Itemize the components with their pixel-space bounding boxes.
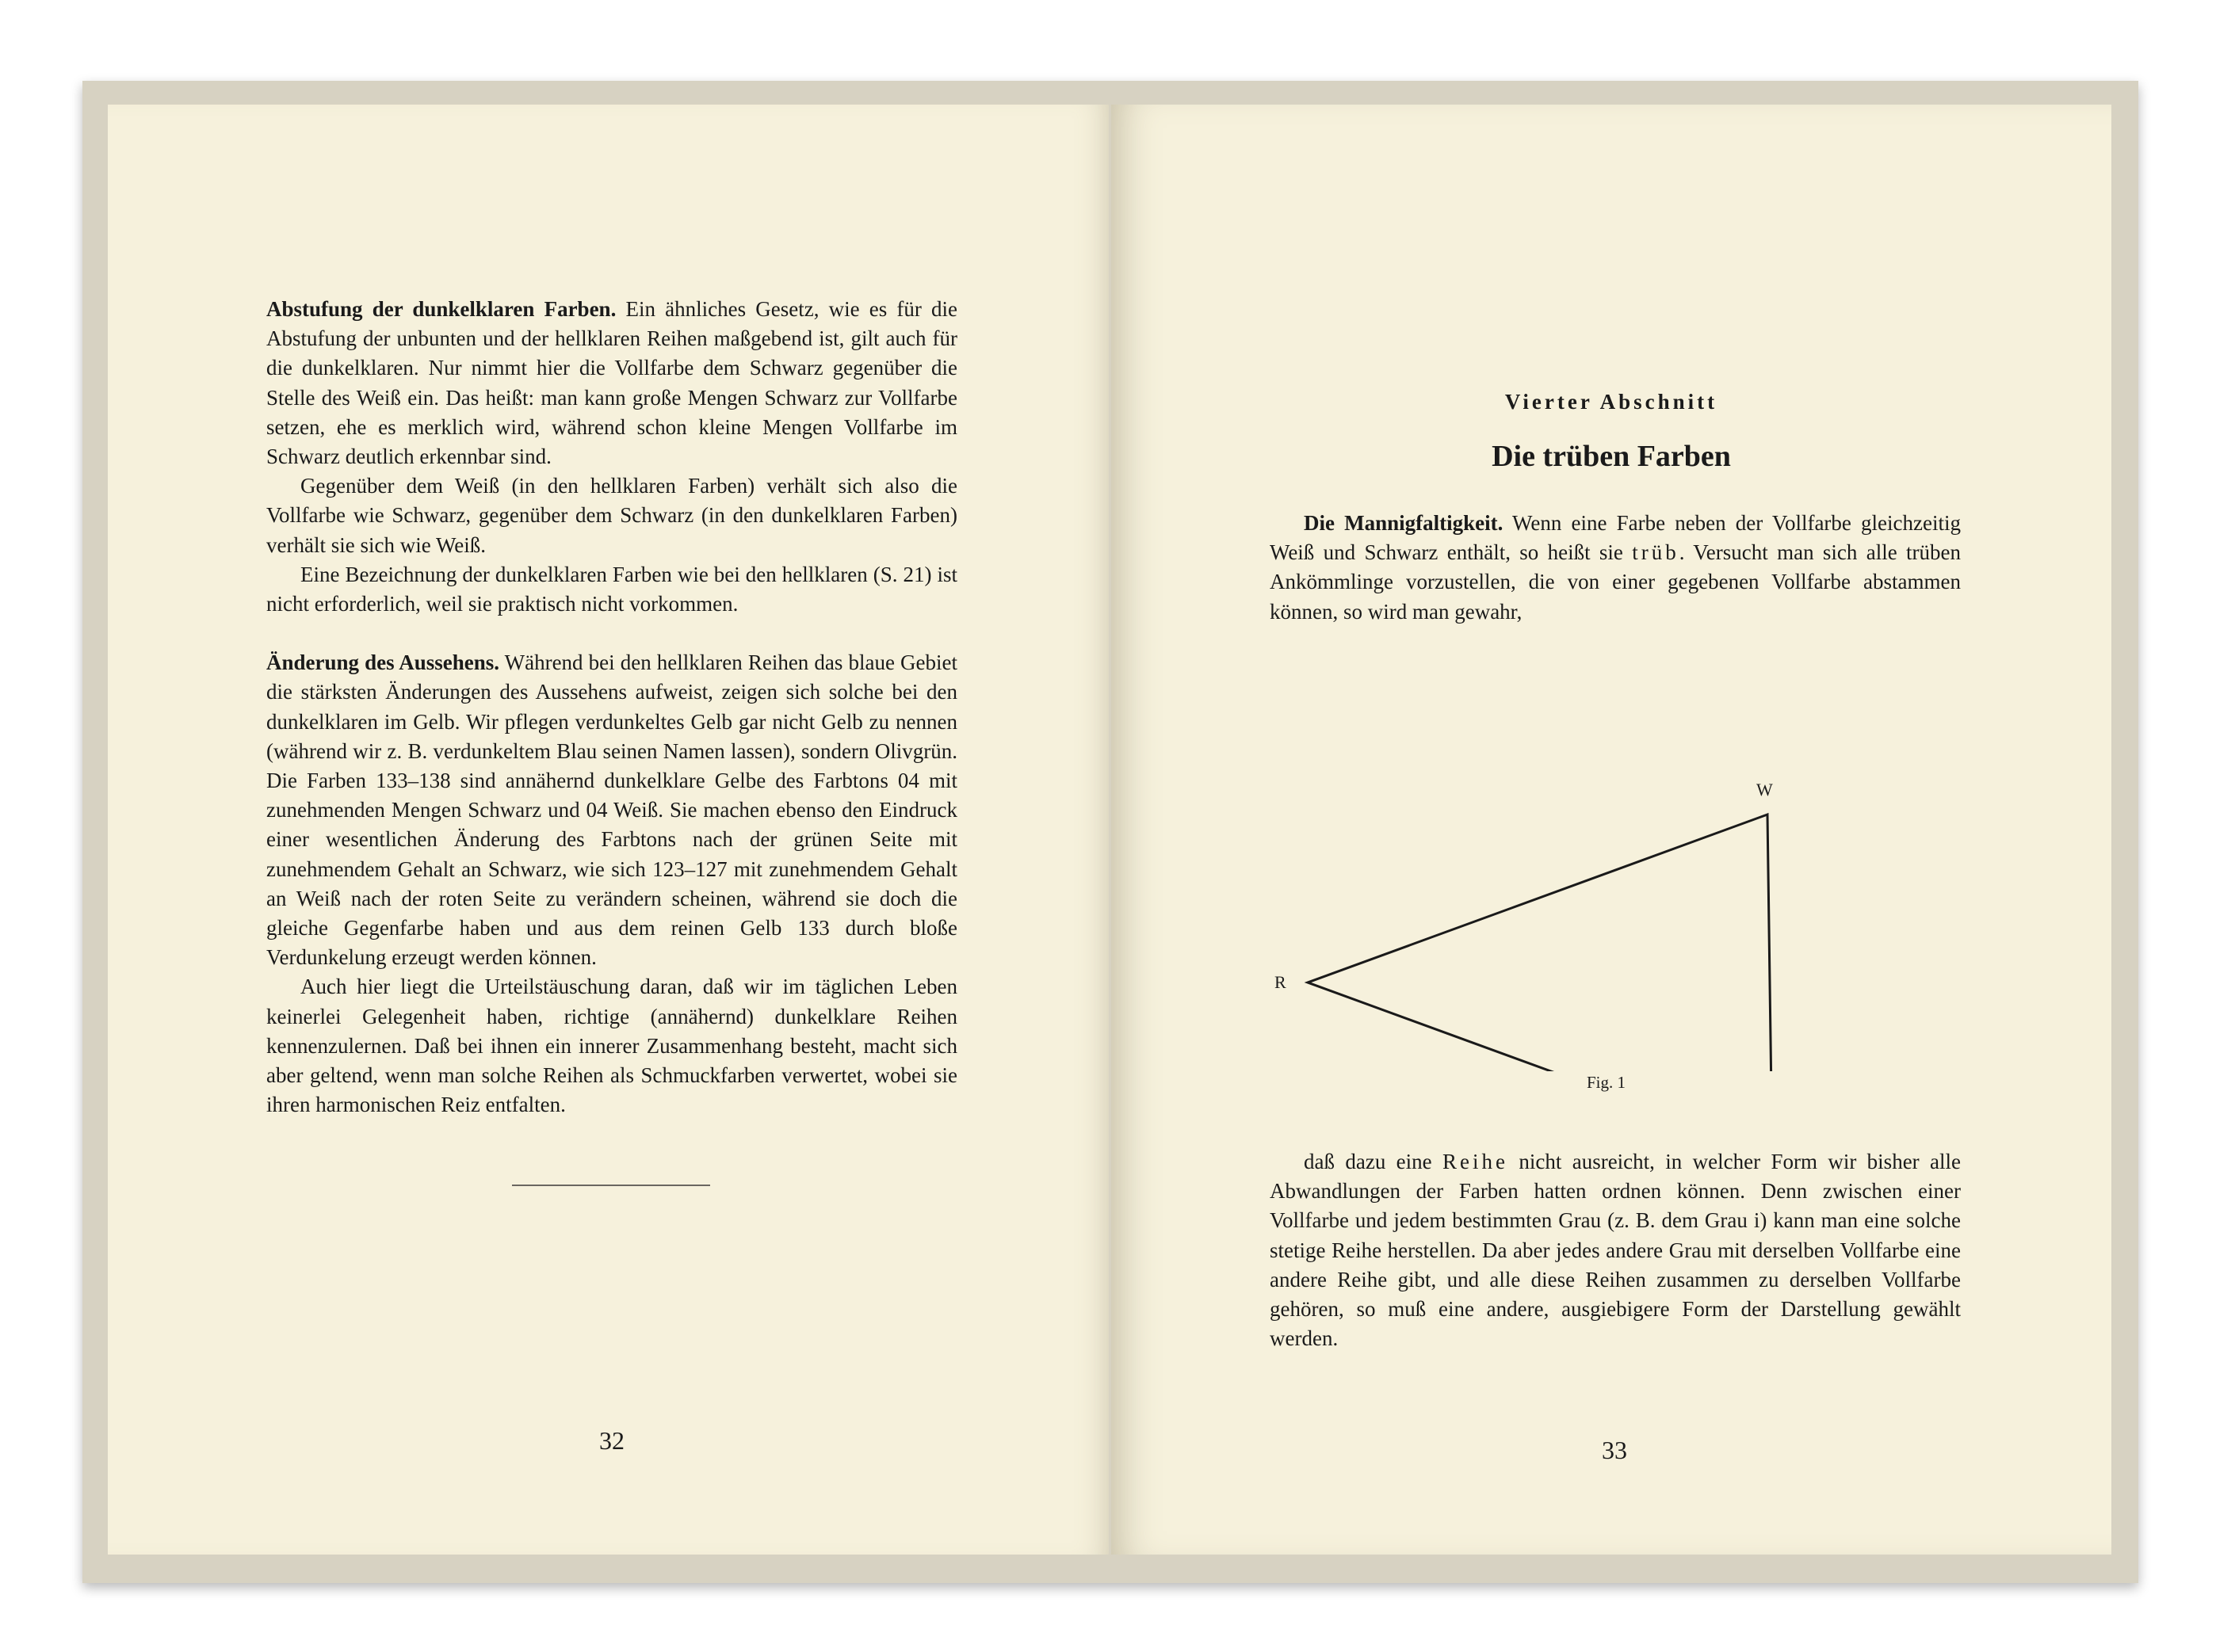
color-triangle — [1308, 815, 1772, 1071]
paragraph-text: Gegenüber dem Weiß (in den hellklaren Farben) verhält sich also die Vollfarbe wie Schwarz, gegenüber dem Schwarz (in den dunkelklaren Farben) verhält sie sich wie Weiß. — [266, 474, 957, 557]
paragraph-reihe — [1270, 1147, 1961, 1353]
vertex-label-w: W — [1756, 780, 1773, 799]
paragraph-text: Während bei den hellklaren Reihen das blaue Gebiet die stärksten Änderungen des Aussehens aufweist, zeigen sich solche bei den dunkelklaren im Gelb. Wir pflegen verdunkeltes Gelb gar nicht Gelb zu nennen (während wir z. B. verdunkeltem Blau seinen Namen lassen), sondern Olivgrün. Die Farben 133–138 sind annähernd dunkelklare Gelbe des Farbtons 04 mit zunehmenden Mengen Schwarz und 04 Weiß. Sie machen ebenso den Eindruck einer wesentlichen Änderung des Farbtons nach der grünen Seite mit zunehmendem Gehalt an Schwarz, wie sich 123–127 mit zunehmendem Gehalt an Weiß nach der roten Seite zu verändern scheinen, während sie doch die gleiche Gegenfarbe haben und aus dem reinen Gelb 133 durch bloße Verdunkelung erzeugt werden können. — [266, 650, 957, 970]
paragraph-mannigfaltigkeit — [1270, 509, 1961, 627]
paragraph-bezeichnung — [266, 560, 957, 619]
left-page — [108, 105, 1109, 1555]
intro-paragraph-block — [1270, 509, 1961, 627]
paragraph-lead: Abstufung der dunkelklaren Farben. — [266, 297, 617, 321]
paragraph-text: Auch hier liegt die Urteilstäuschung daran, daß wir im täglichen Leben keinerlei Gelegenheit haben, richtige (annähernd) dunkelklare Reihen kennenzulernen. Daß bei ihnen ein innerer Zusammenhang besteht, macht sich aber geltend, wenn man solche Reihen als Schmuckfarben verwertet, wobei sie ihren harmonischen Reiz entfalten. — [266, 975, 957, 1117]
right-page — [1111, 105, 2111, 1555]
section-divider — [512, 1185, 710, 1186]
continuation-paragraph-block — [1270, 1147, 1961, 1353]
paragraph-text: Wenn eine Farbe neben der Vollfarbe gleichzeitig Weiß und Schwarz enthält, so heißt sie — [1270, 511, 1961, 565]
paragraph-text: Eine Bezeichnung der dunkelklaren Farben wie bei den hellklaren (S. 21) ist nicht erforderlich, weil sie praktisch nicht vorkommen. — [266, 562, 957, 616]
triangle-figure — [1111, 659, 2111, 1071]
paragraph-urteilstaeuschung — [266, 972, 957, 1120]
vertex-label-r: R — [1274, 972, 1286, 992]
paragraph-lead: Die Mannigfaltigkeit. — [1304, 511, 1503, 535]
paragraph-lead: Änderung des Aussehens. — [266, 650, 500, 675]
emphasis-reihe: Reihe — [1442, 1150, 1508, 1173]
chapter-title: Die trüben Farben — [1492, 440, 1731, 473]
left-page-body — [266, 295, 957, 1120]
section-label: Vierter Abschnitt — [1504, 390, 1718, 414]
figure-caption: Fig. 1 — [1587, 1073, 1626, 1092]
paragraph-gegenueber — [266, 471, 957, 560]
paragraph-text: nicht ausreicht, in welcher Form wir bisher alle Abwandlungen der Farben hatten ordnen können. Denn zwischen einer Vollfarbe und jedem bestimmten Grau (z. B. dem Grau i) kann man eine solche stetige Reihe herstellen. Da aber jedes andere Grau mit derselben Vollfarbe eine andere Reihe gibt, und alle diese Reihen zusammen zu derselben Vollfarbe gehören, so muß eine andere, ausgiebigere Form der Darstellung gewählt werden. — [1270, 1150, 1961, 1351]
page-number: 33 — [1602, 1436, 1627, 1464]
emphasis-trueb: trüb — [1632, 540, 1679, 565]
paragraph-text: daß dazu eine — [1304, 1150, 1443, 1173]
paragraph-abstufung — [266, 295, 957, 471]
paragraph-aenderung — [266, 648, 957, 972]
paragraph-text: Ein ähnliches Gesetz, wie es für die Abstufung der unbunten und der hellklaren Reihen maßgebend ist, gilt auch für die dunkelklaren. Nur nimmt hier die Vollfarbe dem Schwarz gegenüber die Stelle des Weiß ein. Das heißt: man kann große Mengen Schwarz zur Vollfarbe setzen, ehe es merklich wird, während schon kleine Mengen Vollfarbe im Schwarz deutlich erkennbar sind. — [266, 297, 958, 469]
page-number: 32 — [599, 1426, 625, 1455]
paragraph-text: . Versucht man sich alle trüben Ankömmlinge vorzustellen, die von einer gegebenen Vollfarbe abstammen können, so wird man gewahr, — [1270, 540, 1961, 624]
